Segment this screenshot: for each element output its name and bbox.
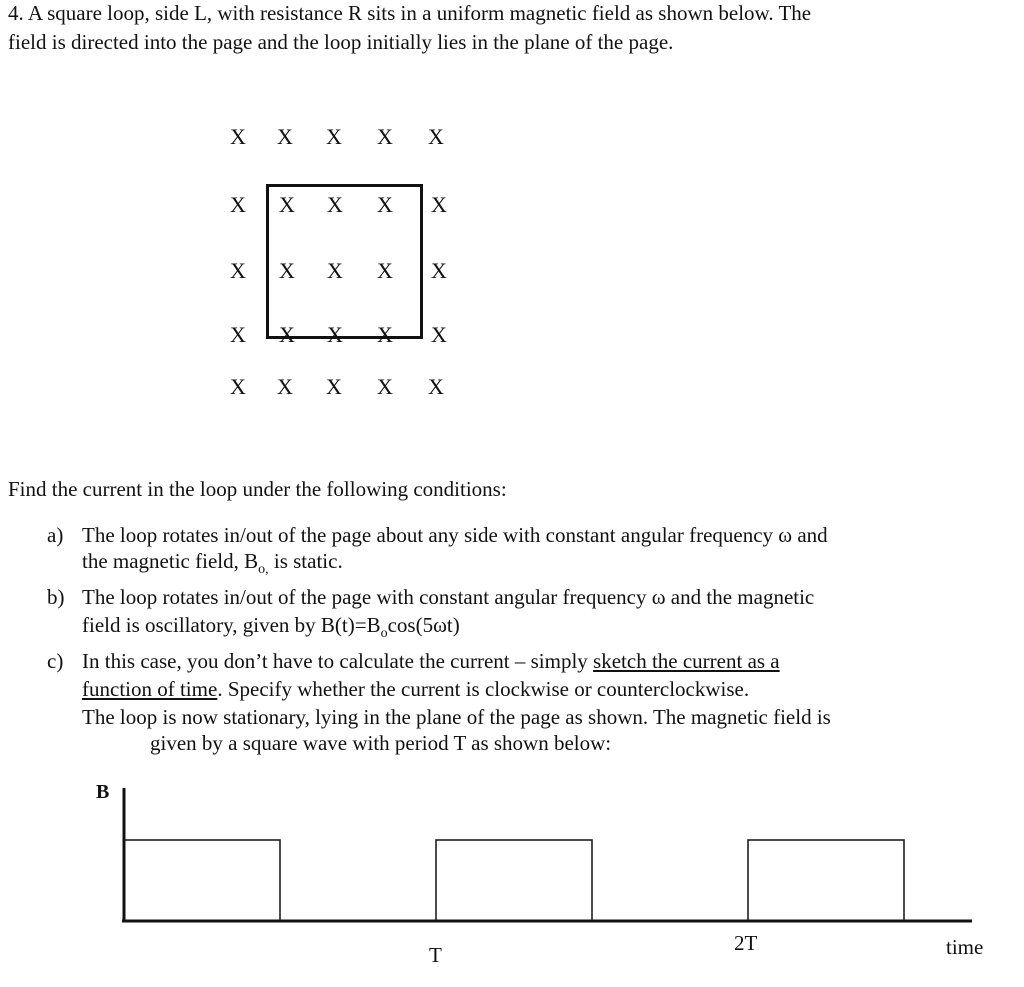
field-x-mark: X	[428, 124, 444, 149]
item-a-text: the magnetic field, B	[82, 549, 259, 573]
field-x-mark: X	[377, 124, 393, 149]
item-c-line-4: given by a square wave with period T as shown below:	[150, 731, 612, 755]
item-a-label: a)	[47, 523, 64, 547]
field-x-mark: X	[279, 192, 295, 217]
square-loop	[266, 184, 423, 339]
field-x-mark: X	[428, 374, 444, 399]
chart-y-label: B	[96, 781, 110, 803]
field-x-mark: X	[377, 192, 393, 217]
field-x-mark: X	[230, 124, 246, 149]
square-pulse	[436, 840, 592, 921]
field-x-mark: X	[230, 322, 246, 347]
x-tick-label: 2T	[734, 931, 758, 955]
item-c-text: In this case, you don’t have to calculate the current – simply	[82, 649, 594, 673]
item-a-line-2	[82, 549, 343, 582]
field-x-mark: X	[279, 258, 295, 283]
field-x-mark: X	[230, 374, 246, 399]
item-a-text-end: is static.	[268, 549, 343, 573]
square-pulse	[124, 840, 280, 921]
chart-x-label: time	[946, 935, 984, 959]
item-b-line-2	[82, 613, 460, 646]
question-intro: Find the current in the loop under the following conditions:	[8, 477, 507, 501]
x-tick-label: T	[429, 943, 442, 967]
item-a-subscript: o,	[258, 562, 269, 578]
field-x-mark: X	[327, 192, 343, 217]
item-c-line-2	[82, 677, 749, 701]
item-c-line-3: The loop is now stationary, lying in the plane of the page as shown. The magnetic field is	[82, 705, 831, 729]
field-x-mark: X	[327, 322, 343, 347]
item-b-text-end: cos(5ωt)	[387, 613, 460, 637]
item-b-text: field is oscillatory, given by B(t)=B	[82, 613, 381, 637]
item-b-line-1: The loop rotates in/out of the page with constant angular frequency ω and the magnetic	[82, 585, 815, 609]
field-x-mark: X	[326, 124, 342, 149]
field-x-mark: X	[326, 374, 342, 399]
item-c-label: c)	[47, 649, 64, 673]
field-x-mark: X	[377, 322, 393, 347]
item-a-line-1: The loop rotates in/out of the page about any side with constant angular frequency ω and	[82, 523, 828, 547]
field-x-mark: X	[377, 374, 393, 399]
item-b-label: b)	[47, 585, 65, 609]
field-x-mark: X	[230, 258, 246, 283]
problem-line-2: field is directed into the page and the loop initially lies in the plane of the page.	[8, 30, 674, 54]
field-x-mark: X	[327, 258, 343, 283]
square-pulse	[748, 840, 904, 921]
field-x-mark: X	[230, 192, 246, 217]
item-c-line-1	[82, 649, 780, 673]
field-x-mark: X	[279, 322, 295, 347]
field-x-mark: X	[431, 258, 447, 283]
item-c-text-2: . Specify whether the current is clockwise or counterclockwise.	[217, 677, 750, 701]
item-c-underlined: sketch the current as a	[593, 649, 780, 673]
field-x-mark: X	[431, 322, 447, 347]
item-c-underlined-2: function of time	[82, 677, 218, 701]
field-x-mark: X	[277, 374, 293, 399]
field-x-mark: X	[277, 124, 293, 149]
field-x-mark: X	[377, 258, 393, 283]
field-x-mark: X	[431, 192, 447, 217]
problem-line-1: 4. A square loop, side L, with resistance R sits in a uniform magnetic field as shown below. The	[8, 1, 812, 25]
item-b-subscript: o	[380, 626, 388, 642]
square-wave-chart	[0, 770, 1024, 987]
